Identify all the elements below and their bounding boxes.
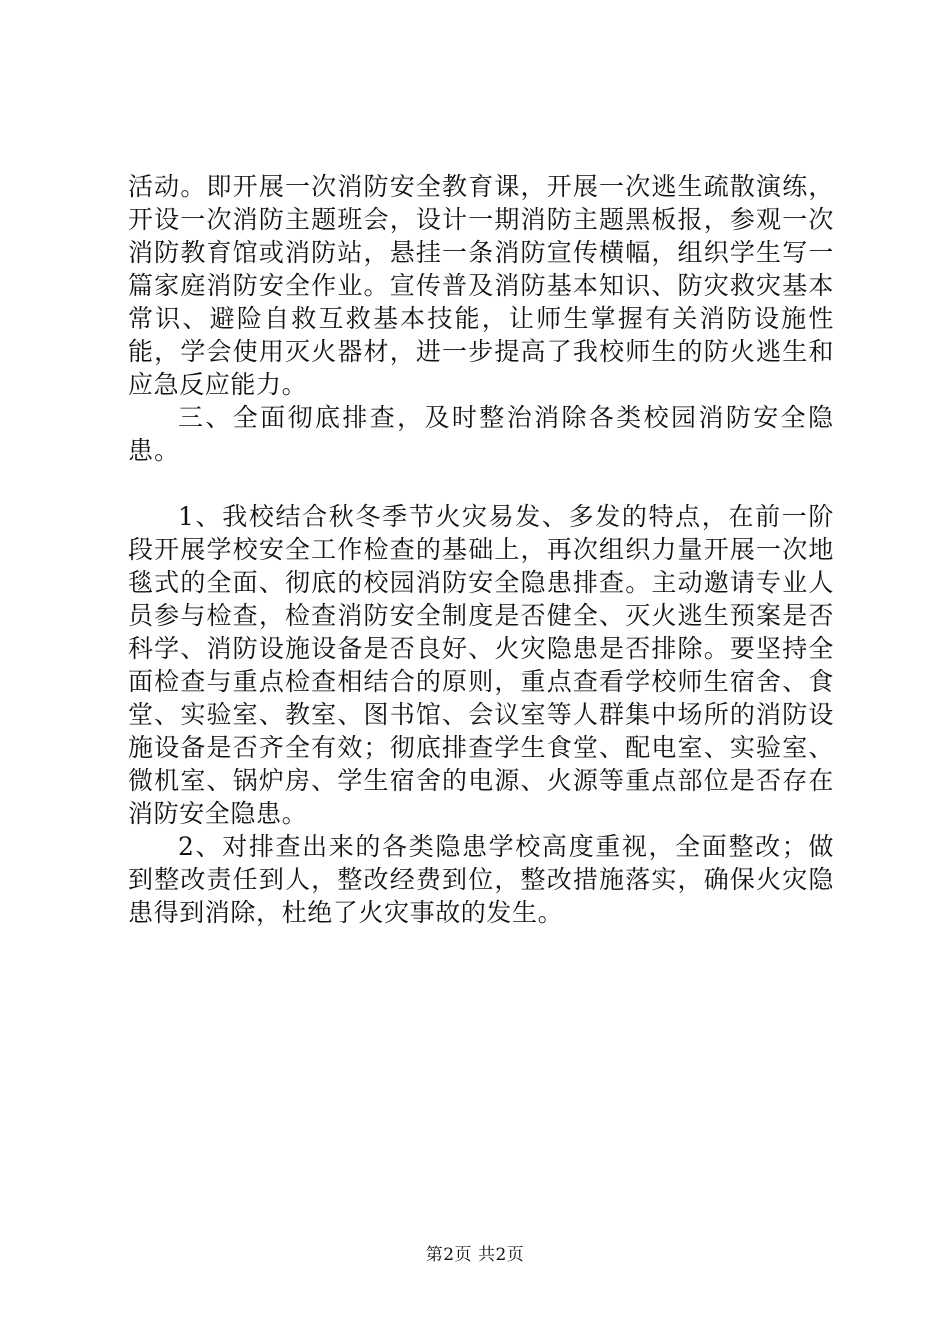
paragraph-item-2: 2、对排查出来的各类隐患学校高度重视，全面整改；做到整改责任到人，整改经费到位，整改措施落实，确保火灾隐患得到消除，杜绝了火灾事故的发生。 — [128, 832, 834, 927]
section-heading-three: 三、全面彻底排查，及时整治消除各类校园消防安全隐患。 — [128, 403, 834, 465]
page-number-footer: 第2页 共2页 — [425, 1245, 525, 1265]
document-body — [128, 170, 834, 929]
paragraph-activities: 活动。即开展一次消防安全教育课，开展一次逃生疏散演练，开设一次消防主题班会，设计一期消防主题黑板报，参观一次消防教育馆或消防站，悬挂一条消防宣传横幅，组织学生写一篇家庭消防安全作业。宣传普及消防基本知识、防灾救灾基本常识、避险自救互救基本技能，让师生掌握有关消防设施性能，学会使用灭火器材，进一步提高了我校师生的防火逃生和应急反应能力。 — [128, 172, 834, 399]
paragraph-item-1: 1、我校结合秋冬季节火灾易发、多发的特点，在前一阶段开展学校安全工作检查的基础上，再次组织力量开展一次地毯式的全面、彻底的校园消防安全隐患排查。主动邀请专业人员参与检查，检查消防安全制度是否健全、灭火逃生预案是否科学、消防设施设备是否良好、火灾隐患是否排除。要坚持全面检查与重点检查相结合的原则，重点查看学校师生宿舍、食堂、实验室、教室、图书馆、会议室等人群集中场所的消防设施设备是否齐全有效；彻底排查学生食堂、配电室、实验室、微机室、锅炉房、学生宿舍的电源、火源等重点部位是否存在消防安全隐患。 — [128, 502, 834, 828]
